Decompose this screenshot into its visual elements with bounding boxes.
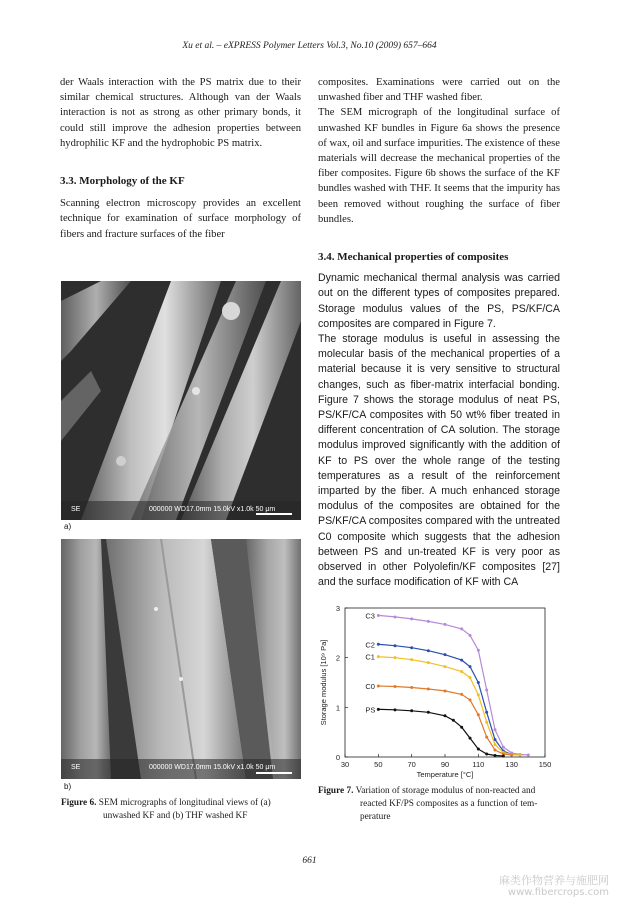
series-label-c2: C2: [365, 640, 375, 650]
data-point-c3: [460, 627, 463, 630]
data-point-c1: [444, 665, 447, 668]
series-line-c0: [378, 686, 511, 755]
data-point-c3: [394, 615, 397, 618]
data-point-c1: [519, 754, 522, 757]
watermark: [499, 875, 609, 899]
x-tick-label: 90: [440, 760, 450, 769]
data-point-c3: [427, 620, 430, 623]
y-tick-label: 0: [335, 753, 340, 762]
data-point-ps: [460, 726, 463, 729]
series-line-c1: [378, 657, 520, 755]
data-point-c1: [377, 655, 380, 658]
series-label-c3: C3: [365, 611, 375, 621]
data-point-c2: [460, 659, 463, 662]
data-point-ps: [485, 753, 488, 756]
data-point-ps: [469, 737, 472, 740]
data-point-c0: [477, 713, 480, 716]
data-point-c1: [394, 656, 397, 659]
data-point-c3: [527, 754, 530, 757]
figure-6-caption: [61, 797, 306, 823]
running-header: Xu et al. – eXPRESS Polymer Letters Vol.3, No.10 (2009) 657–664: [182, 41, 437, 51]
data-point-c1: [469, 676, 472, 679]
paragraph: The storage modulus is useful in assessing the molecular basis of the mechanical properties of a material because it is very sensitive to structural changes, such as fiber-matrix interfacial bonding. Figure 7 shows the storage modulus of neat PS, PS/KF/CA composites with 50 wt% fiber treated in different concentration of CA solution. The storage modulus improved significantly with the addition of KF to PS over the whole range of the testing temperatures as a result of the reinforcement imparted by the fiber. A much enhanced storage modulus of the composites are obtained for the PS/KF/CA composites compared with the untreated C0 composite which suggests that the adhesion between PS and un-treated KF is very poor as observed in other Polyolefin/KF composites [27] and the surface modification of KF with CA: [318, 333, 560, 589]
data-point-c0: [510, 754, 513, 757]
y-tick-label: 3: [335, 604, 340, 613]
data-point-c2: [485, 711, 488, 714]
caption-line: Variation of storage modulus of non-reacted and: [355, 786, 536, 796]
paragraph: Scanning electron microscopy provides an excellent technique for examination of surface morphology of fibers and fracture surfaces of the fiber: [60, 198, 301, 240]
data-point-ps: [494, 754, 497, 757]
paragraph: der Waals interaction with the PS matrix due to their similar chemical structures. Although van der Waals interaction is not as strong as other primary bonds, it could still improve the adhesion properties between hydrophilic KF and the hydrophobic PS matrix.: [60, 77, 301, 149]
sem-scale-info: 000000 WD17.0mm 15.0kV x1.0k 50 μm: [149, 506, 276, 513]
data-point-c2: [377, 643, 380, 646]
data-point-c3: [502, 746, 505, 749]
sem-scale-info: 000000 WD17.0mm 15.0kV x1.0k 50 μm: [149, 764, 276, 771]
sem-se-label: SE: [71, 506, 81, 513]
data-point-c2: [410, 646, 413, 649]
data-point-c2: [477, 681, 480, 684]
data-point-c0: [494, 749, 497, 752]
series-label-c1: C1: [365, 652, 375, 662]
data-point-ps: [444, 714, 447, 717]
data-point-c3: [485, 688, 488, 691]
data-point-c3: [377, 614, 380, 617]
panel-label-b: b): [64, 782, 72, 791]
data-point-c1: [460, 670, 463, 673]
data-point-c0: [460, 693, 463, 696]
caption-line: SEM micrographs of longitudinal views of (a): [98, 798, 271, 808]
x-axis-label: Temperature [°C]: [416, 770, 474, 779]
sem-micrograph-b: [61, 539, 301, 779]
series-line-c3: [378, 615, 528, 755]
series-label-c0: C0: [365, 681, 375, 691]
data-point-c0: [410, 686, 413, 689]
caption-line: unwashed KF and (b) THF washed KF: [103, 811, 248, 821]
data-point-ps: [502, 755, 505, 758]
data-point-c2: [394, 644, 397, 647]
data-point-ps: [427, 711, 430, 714]
data-point-c1: [410, 658, 413, 661]
section-heading-3-3: 3.3. Morphology of the KF: [60, 175, 185, 188]
data-point-c3: [444, 623, 447, 626]
x-tick-label: 130: [505, 760, 518, 769]
plot-frame: [345, 608, 545, 757]
data-point-ps: [452, 719, 455, 722]
data-point-c2: [427, 649, 430, 652]
data-point-c3: [469, 634, 472, 637]
x-tick-label: 30: [340, 760, 350, 769]
y-tick-label: 2: [335, 653, 340, 663]
caption-line: perature: [360, 812, 391, 822]
data-point-ps: [477, 748, 480, 751]
data-point-c0: [377, 684, 380, 687]
paragraph: The SEM micrograph of the longitudinal surface of unwashed KF bundles in Figure 6a shows the presence of wax, oil and surface impurities. The existence of these materials will decrease the mechanical properties of the fiber composites. Figure 6b shows the surface of the KF bundles washed with THF. It seems that the impurity has been removed without roughing the surface of fiber bundles.: [318, 107, 560, 225]
sem-micrograph-a: [61, 281, 301, 520]
data-point-c0: [485, 736, 488, 739]
data-point-c1: [494, 743, 497, 746]
data-point-c0: [394, 685, 397, 688]
data-point-ps: [410, 709, 413, 712]
data-point-c3: [494, 728, 497, 731]
figure-6-caption-label: Figure 6.: [61, 798, 97, 808]
data-point-c0: [444, 689, 447, 692]
paragraph: Dynamic mechanical thermal analysis was carried out on the different types of composites prepared. Storage modulus values of the PS, PS/KF/CA composites are compared in Figure 7.: [318, 272, 560, 330]
paragraph: composites. Examinations were carried out on the unwashed fiber and THF washed fiber.: [318, 77, 560, 104]
data-point-c1: [427, 661, 430, 664]
x-tick-label: 150: [538, 760, 552, 769]
data-point-c0: [427, 687, 430, 690]
watermark-chinese: 麻类作物营养与施肥网: [499, 874, 609, 887]
data-point-ps: [394, 708, 397, 711]
sem-se-label: SE: [71, 764, 81, 771]
x-tick-label: 70: [407, 760, 416, 769]
y-tick-label: 1: [335, 703, 340, 713]
storage-modulus-chart: [312, 600, 562, 780]
caption-line: reacted KF/PS composites as a function of tem-: [360, 799, 538, 809]
data-point-c3: [477, 649, 480, 652]
x-tick-label: 110: [472, 760, 485, 769]
data-point-c3: [410, 617, 413, 620]
figure-7-caption-label: Figure 7.: [318, 786, 354, 796]
x-tick-label: 50: [374, 760, 383, 769]
figure-7-caption: [318, 785, 568, 824]
page-number: 661: [302, 856, 317, 866]
data-point-c1: [477, 693, 480, 696]
data-point-ps: [377, 708, 380, 711]
section-heading-3-4: 3.4. Mechanical properties of composites: [318, 251, 509, 264]
data-point-c2: [444, 653, 447, 656]
panel-label-a: a): [64, 522, 72, 531]
series-label-ps: PS: [365, 705, 376, 715]
watermark-url: www.fibercrops.com: [507, 887, 609, 898]
right-column: [318, 75, 560, 591]
data-point-c2: [469, 665, 472, 668]
y-axis-label: Storage modulus [10⁹ Pa]: [319, 639, 328, 726]
data-point-c0: [469, 698, 472, 701]
left-column: [60, 75, 301, 242]
data-point-c1: [485, 721, 488, 724]
